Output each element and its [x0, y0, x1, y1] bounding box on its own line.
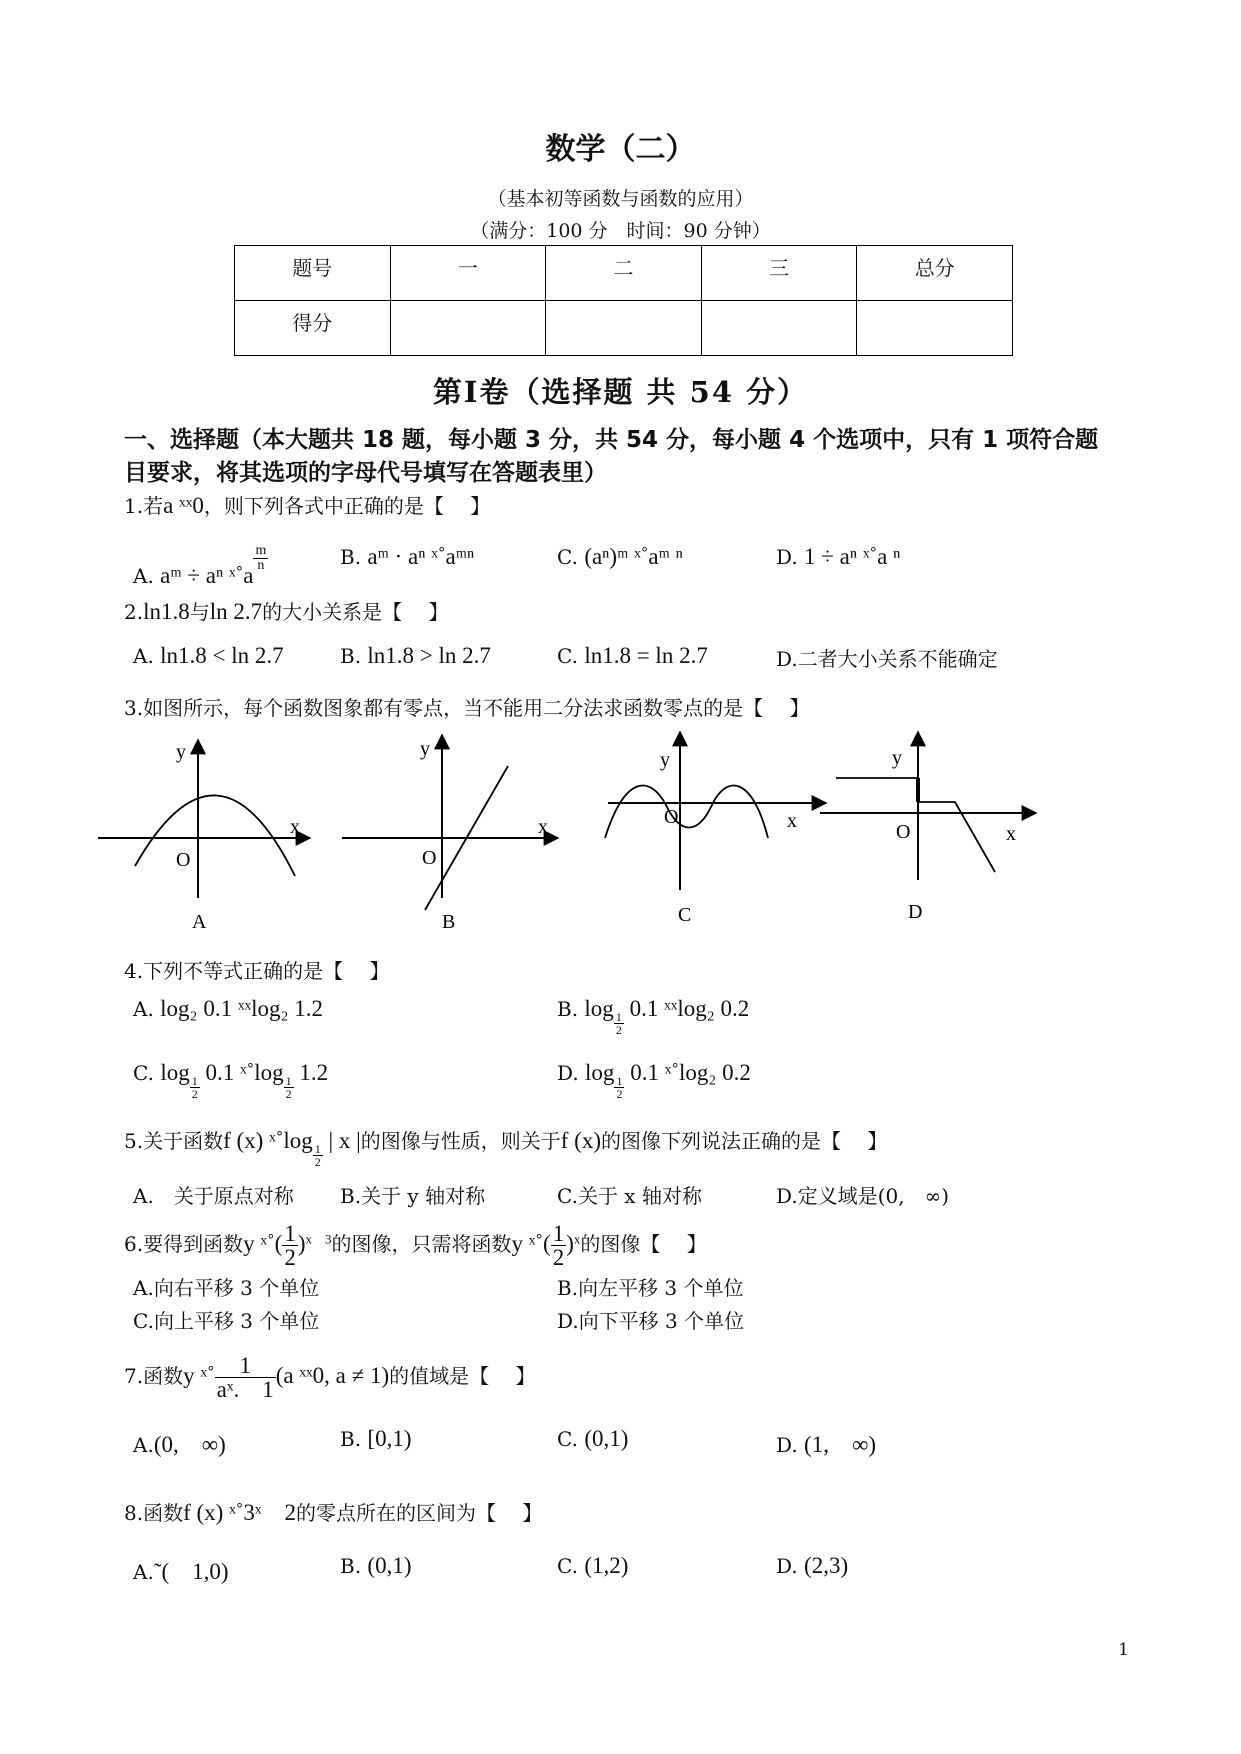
x-label: x	[787, 810, 797, 832]
option-label: C.	[133, 1061, 154, 1085]
q2-option-b[interactable]	[340, 643, 491, 669]
q8-option-d[interactable]	[776, 1553, 848, 1579]
option-label: B.	[557, 997, 579, 1021]
log-base-fraction	[190, 1075, 200, 1100]
graph-label: B	[442, 911, 456, 933]
option-label: D.	[557, 1309, 579, 1333]
section-line: 一、选择题（本大题共 18 题，每小题 3 分，共 54 分，每小题 4 个选项中，只有 1 项符合题	[124, 427, 1099, 453]
question-tail: 的图像下列说法正确的是【 】	[600, 1129, 888, 1153]
q8-option-c[interactable]	[557, 1553, 628, 1579]
q1-option-c[interactable]	[557, 544, 683, 570]
option-label: C.	[557, 1427, 578, 1451]
math-expr: 0.1 ˣ˚log	[199, 1060, 284, 1085]
math-expr: log	[585, 1060, 615, 1085]
score-entry-cell[interactable]	[390, 301, 546, 356]
origin-label: O	[664, 806, 679, 828]
frac-den: 2	[615, 1023, 622, 1037]
frac-num: 1	[552, 1221, 565, 1246]
q2-option-d[interactable]	[776, 643, 998, 672]
frac-den: aˣ. 1	[216, 1377, 274, 1402]
frac-den: n	[257, 558, 265, 573]
math-expr: aᵐ · aⁿ ˣ˚aᵐⁿ	[367, 544, 475, 569]
question-6: 6.要得到函数y ˣ˚( $\frac{1}{2}$ )$^{x 3}$的图像，只需将函数y ˣ˚( $\frac{1}{2}$ )$^x$的图像【 】	[124, 1221, 707, 1270]
graph-label: A	[192, 911, 207, 933]
question-stem: 6.要得到函数	[124, 1232, 244, 1256]
option-label: A.	[133, 997, 154, 1021]
question-3: 3.如图所示，每个函数图象都有零点，当不能用二分法求函数零点的是【 】	[124, 696, 810, 720]
y-label: y	[420, 738, 430, 760]
option-text: 关于 x 轴对称	[577, 1184, 702, 1208]
math-expr: 0.1 ˣ˚log₂ 0.2	[624, 1060, 751, 1085]
question-2	[124, 596, 448, 625]
option-text: 关于 y 轴对称	[361, 1184, 486, 1208]
option-text: 向左平移 3 个单位	[578, 1276, 744, 1300]
q8-option-a[interactable]	[133, 1553, 229, 1586]
option-label: A.	[133, 1560, 154, 1584]
option-label: A.	[133, 644, 154, 668]
option-text: 向下平移 3 个单位	[578, 1309, 745, 1333]
option-label: D.	[776, 1184, 798, 1208]
math-expr: 1.2	[293, 1060, 329, 1085]
table-cell: 题号	[235, 246, 391, 301]
math-expr: aᵐ ÷ aⁿ ˣ˚a	[160, 563, 254, 588]
section-line: 目要求，将其选项的字母代号填写在答题表里）	[124, 460, 607, 486]
score-entry-cell[interactable]	[546, 301, 702, 356]
math-expr: [0,1)	[367, 1426, 412, 1451]
question-tail: 的值域是【 】	[389, 1364, 536, 1388]
origin-label: O	[422, 847, 437, 869]
option-text: 关于原点对称	[173, 1184, 294, 1208]
math-expr: a ˣˣ0	[163, 493, 204, 518]
math-expr: y ˣ˚(	[243, 1231, 283, 1256]
math-expr: y ˣ˚(	[511, 1231, 551, 1256]
option-label: D.	[776, 1433, 798, 1457]
math-expr: ln1.8	[143, 599, 190, 624]
math-expr: ln1.8 > ln 2.7	[367, 643, 491, 668]
question-1	[124, 490, 490, 519]
option-label: D.	[776, 647, 798, 671]
base-fraction	[282, 1222, 298, 1269]
q4-option-d[interactable]	[557, 1060, 751, 1100]
math-expr: (0,1)	[367, 1553, 412, 1578]
math-expr: log	[584, 996, 614, 1021]
math-expr: (1,2)	[584, 1553, 629, 1578]
parabola-curve	[135, 795, 295, 876]
score-table	[234, 245, 1013, 356]
question-8	[124, 1494, 542, 1527]
q6-option-a[interactable]	[133, 1272, 319, 1301]
math-expr: (0, ∞)	[153, 1432, 226, 1457]
option-text: 二者大小关系不能确定	[797, 647, 998, 671]
graph-label: D	[908, 901, 923, 923]
frac-den: 2	[314, 1155, 321, 1169]
question-tail: ，则下列各式中正确的是【 】	[203, 494, 491, 518]
math-expr: ln1.8 < ln 2.7	[160, 643, 284, 668]
exponent: x 3	[305, 1231, 332, 1247]
question-tail: 的图像【 】	[580, 1232, 707, 1256]
frac-num: 1	[314, 1142, 321, 1156]
question-stem: 8.函数	[124, 1501, 184, 1525]
option-label: A.	[133, 1433, 154, 1457]
math-expr: log	[160, 1060, 190, 1085]
frac-den: 2	[285, 1087, 292, 1101]
question-tail: 的大小关系是【 】	[262, 600, 449, 624]
math-expr: (aⁿ)ᵐ ˣ˚aᵐ ⁿ	[584, 544, 683, 569]
q6-option-d[interactable]	[557, 1305, 744, 1334]
q4-option-b[interactable]	[557, 996, 749, 1036]
option-label: C.	[557, 1184, 578, 1208]
question-mid: 的图像与性质，则关于	[360, 1129, 561, 1153]
question-stem: 5.关于函数	[124, 1129, 224, 1153]
math-expr: (0,1)	[584, 1426, 629, 1451]
section-instructions	[124, 424, 1134, 490]
option-label: B.	[557, 1276, 579, 1300]
option-label: C.	[557, 545, 578, 569]
option-label: B.	[340, 644, 362, 668]
math-expr: ˜( 1,0)	[153, 1559, 229, 1584]
q7-option-b[interactable]	[340, 1426, 412, 1452]
log-base-fraction	[284, 1075, 294, 1100]
q5-option-b[interactable]	[340, 1180, 485, 1209]
frac-den: 2	[191, 1087, 198, 1101]
option-text: 向右平移 3 个单位	[153, 1276, 320, 1300]
frac-num: 1	[284, 1221, 296, 1246]
q6-option-b[interactable]	[557, 1272, 744, 1301]
frac-den: 2	[616, 1087, 623, 1101]
option-label: B.	[340, 1554, 362, 1578]
math-expr: log₂ 0.1 ˣˣlog₂ 1.2	[160, 996, 324, 1021]
option-text: 定义域是(0, ∞)	[797, 1184, 950, 1208]
question-mid: 与	[189, 600, 210, 624]
question-7	[124, 1354, 536, 1401]
log-base-fraction	[614, 1011, 624, 1036]
q7-option-a[interactable]	[133, 1426, 226, 1459]
option-label: D.	[776, 545, 798, 569]
frac-num: 1	[615, 1010, 622, 1024]
option-label: B.	[340, 1184, 362, 1208]
option-label: A.	[133, 1276, 154, 1300]
table-row	[235, 301, 1013, 356]
option-label: C.	[557, 1554, 578, 1578]
math-expr: ln 2.7	[209, 599, 263, 624]
q7-option-d[interactable]	[776, 1426, 876, 1459]
option-label: C.	[557, 644, 578, 668]
q7-option-c[interactable]	[557, 1426, 628, 1452]
math-expr: ln1.8 = ln 2.7	[584, 643, 708, 668]
table-cell: 三	[701, 246, 857, 301]
math-expr: 1 ÷ aⁿ ˣ˚a ⁿ	[804, 544, 901, 569]
base-fraction	[551, 1222, 567, 1269]
question-tail: 的零点所在的区间为【 】	[296, 1501, 543, 1525]
math-expr: (1, ∞)	[804, 1432, 877, 1457]
function-fraction	[215, 1354, 276, 1401]
y-label: y	[660, 749, 670, 771]
y-label: y	[176, 741, 186, 763]
question-mid: 的图像，只需将函数	[331, 1232, 512, 1256]
math-expr: (a ˣˣ0, a ≠ 1)	[275, 1363, 390, 1388]
page-number: 1	[1118, 1640, 1129, 1660]
q5-option-d[interactable]	[776, 1180, 949, 1209]
table-cell: 得分	[235, 301, 391, 356]
q3-graphs	[0, 730, 1100, 940]
table-cell: 二	[546, 246, 702, 301]
math-expr: f (x) ˣ˚3ˣ 2	[183, 1500, 297, 1525]
q5-option-a[interactable]	[133, 1180, 294, 1209]
x-label: x	[1006, 823, 1016, 845]
question-stem: 2.	[124, 600, 144, 624]
graph-b[interactable]	[342, 735, 558, 933]
y-label: y	[892, 747, 902, 769]
frac-den: 2	[552, 1245, 565, 1270]
exponent-fraction	[253, 544, 268, 573]
option-label: B.	[340, 545, 362, 569]
graph-c[interactable]	[605, 732, 826, 926]
page-subtitle: （基本初等函数与函数的应用）	[487, 188, 754, 210]
question-5	[124, 1125, 887, 1168]
frac-num: 1	[215, 1354, 276, 1378]
q4-option-c[interactable]	[133, 1060, 328, 1100]
graph-label: C	[678, 904, 692, 926]
q1-option-a[interactable]	[133, 544, 268, 589]
q8-option-b[interactable]	[340, 1553, 412, 1579]
option-label: A.	[133, 564, 154, 588]
option-label: A.	[133, 1184, 154, 1208]
q6-option-c[interactable]	[133, 1305, 319, 1334]
question-stem: 1.若	[124, 494, 164, 518]
frac-num: 1	[616, 1074, 623, 1088]
q2-option-c[interactable]	[557, 643, 708, 669]
option-label: D.	[776, 1554, 798, 1578]
math-expr: (2,3)	[804, 1553, 849, 1578]
math-expr: f (x) ˣ˚log	[223, 1128, 313, 1153]
question-4: 4.下列不等式正确的是【 】	[124, 959, 390, 983]
origin-label: O	[896, 821, 911, 843]
page-title: 数学（二）	[545, 132, 696, 167]
question-stem: 7.函数	[124, 1364, 184, 1388]
frac-num: m	[255, 543, 267, 558]
math-expr: | x |	[322, 1128, 361, 1153]
wave-curve	[605, 786, 768, 838]
x-label: x	[538, 816, 548, 838]
frac-num: 1	[285, 1074, 292, 1088]
exam-meta: （满分：100 分 时间：90 分钟）	[470, 220, 771, 242]
score-entry-cell[interactable]	[857, 301, 1013, 356]
score-entry-cell[interactable]	[701, 301, 857, 356]
math-expr: f (x)	[560, 1128, 601, 1153]
graph-a[interactable]	[98, 740, 310, 933]
table-cell: 一	[390, 246, 546, 301]
log-base-fraction	[313, 1143, 323, 1168]
q2-option-a[interactable]	[133, 643, 284, 669]
frac-den: 2	[284, 1245, 296, 1270]
option-label: C.	[133, 1309, 154, 1333]
volume-title: 第Ⅰ卷（选择题 共 54 分）	[432, 375, 809, 409]
option-label: D.	[557, 1061, 579, 1085]
graph-d[interactable]	[820, 732, 1036, 923]
q5-option-c[interactable]	[557, 1180, 702, 1209]
q1-option-d[interactable]	[776, 544, 900, 570]
option-text: 向上平移 3 个单位	[153, 1309, 320, 1333]
x-label: x	[290, 816, 300, 838]
origin-label: O	[176, 849, 191, 871]
frac-num: 1	[191, 1074, 198, 1088]
table-row	[235, 246, 1013, 301]
log-base-fraction	[614, 1075, 624, 1100]
option-label: B.	[340, 1427, 362, 1451]
q1-option-b[interactable]	[340, 544, 474, 570]
math-expr: y ˣ˚	[183, 1363, 215, 1388]
math-expr: 0.1 ˣˣlog₂ 0.2	[623, 996, 750, 1021]
exponent: x	[573, 1231, 581, 1247]
q4-option-a[interactable]	[133, 996, 323, 1022]
table-cell: 总分	[857, 246, 1013, 301]
